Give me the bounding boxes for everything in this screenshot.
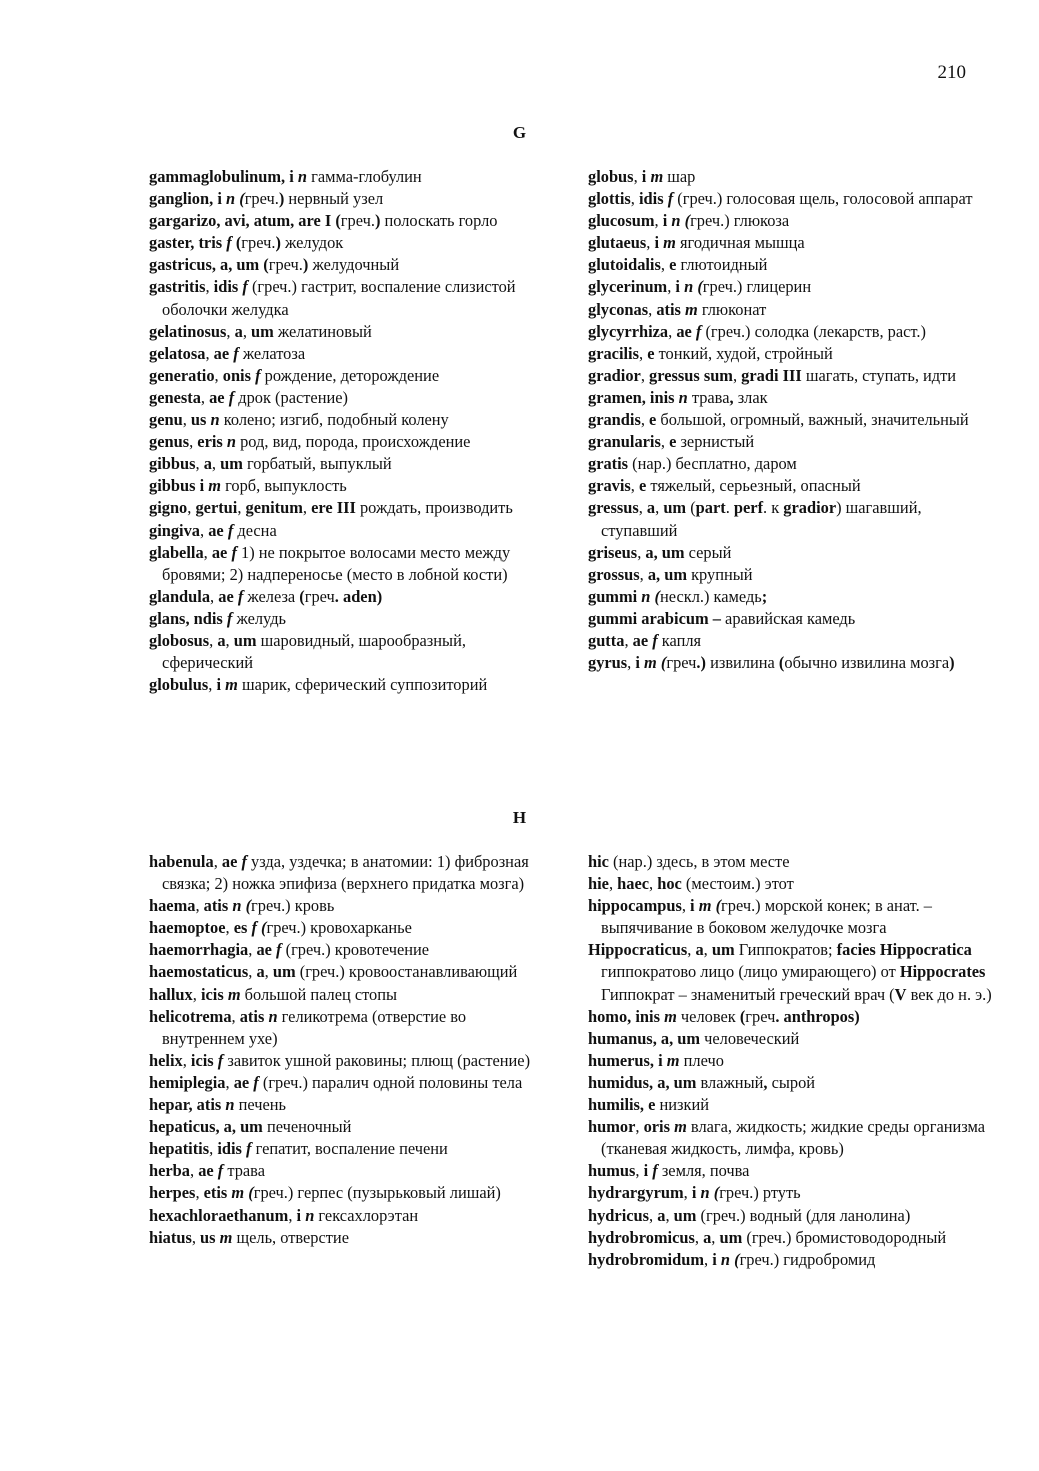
dictionary-entry: gargarizo, avi, atum, are I (греч.) полоскать горло (149, 211, 498, 231)
dictionary-entry: gigno, gertui, genitum, ere III рождать, производить (149, 498, 513, 518)
dictionary-entry: grandis, e большой, огромный, важный, значительный (588, 410, 969, 430)
dictionary-entry: glandula, ae f железа (греч. aden) (149, 586, 383, 606)
dictionary-entry: ganglion, i n (греч.) нервный узел (149, 189, 384, 209)
dictionary-entry: homo, inis m человек (греч. anthropos) (588, 1006, 860, 1026)
dictionary-entry: gratis (нар.) бесплатно, даром (588, 454, 797, 474)
dictionary-entry: humanus, a, um человеческий (588, 1028, 800, 1048)
dictionary-entry: gibbus, a, um горбатый, выпуклый (149, 454, 392, 474)
dictionary-entry: gramen, inis n трава, злак (588, 387, 768, 407)
dictionary-entry: gaster, tris f (греч.) желудок (149, 233, 344, 253)
dictionary-entry: haema, atis n (греч.) кровь (149, 896, 335, 916)
dictionary-entry: gibbus i m горб, выпуклость (149, 476, 347, 496)
section-h-right-column (588, 851, 998, 1271)
dictionary-entry: hepaticus, a, um печеночный (149, 1117, 352, 1137)
dictionary-entry: glutaeus, i m ягодичная мышца (588, 233, 805, 253)
dictionary-entry: hydricus, a, um (греч.) водный (для ланолина) (588, 1205, 911, 1225)
dictionary-entry: globosus, a, um шаровидный, шарообразный, сферический (149, 630, 466, 673)
dictionary-entry: glycerinum, i n (греч.) глицерин (588, 277, 812, 297)
page-number: 210 (937, 62, 966, 83)
dictionary-entry: gelatinosus, a, um желатиновый (149, 321, 372, 341)
dictionary-entry: Hippocraticus, a, um Гиппократов; facies Hippocratica гиппократово лицо (лицо умирающего) от Hippocrates Гиппократ – знаменитый греческий врач (V век до н. э.) (588, 940, 992, 1004)
dictionary-entry: glycyrrhiza, ae f (греч.) солодка (лекарств, раст.) (588, 321, 926, 341)
dictionary-entry: gradior, gressus sum, gradi III шагать, ступать, идти (588, 365, 957, 385)
dictionary-entry: hydrobromicus, a, um (греч.) бромистоводородный (588, 1227, 947, 1247)
section-g-left-column (149, 166, 549, 696)
dictionary-entry: haemostaticus, a, um (греч.) кровоостанавливающий (149, 962, 518, 982)
dictionary-entry: gammaglobulinum, i n гамма-глобулин (149, 167, 422, 186)
section-letter-h: H (512, 808, 527, 827)
dictionary-entry: globulus, i m шарик, сферический суппозиторий (149, 675, 488, 695)
dictionary-entry: globus, i m шар (588, 167, 696, 186)
dictionary-entry: humilis, e низкий (588, 1095, 710, 1115)
dictionary-entry: hallux, icis m большой палец стопы (149, 984, 398, 1004)
dictionary-entry: glottis, idis f (греч.) голосовая щель, голосовой аппарат (588, 189, 973, 209)
dictionary-entry: hic (нар.) здесь, в этом месте (588, 852, 790, 871)
dictionary-entry: hemiplegia, ae f (греч.) паралич одной половины тела (149, 1072, 523, 1092)
dictionary-entry: hiatus, us m щель, отверстие (149, 1227, 349, 1247)
dictionary-entry: hydrobromidum, i n (греч.) гидробромид (588, 1249, 876, 1269)
dictionary-entry: hexachloraethanum, i n гексахлорэтан (149, 1205, 419, 1225)
dictionary-entry: generatio, onis f рождение, деторождение (149, 365, 440, 385)
dictionary-entry: humus, i f земля, почва (588, 1161, 750, 1181)
dictionary-entry: humor, oris m влага, жидкость; жидкие среды организма (тканевая жидкость, лимфа, кровь) (588, 1117, 986, 1159)
dictionary-entry: gummi n (нескл.) камедь; (588, 586, 768, 606)
dictionary-entry: hippocampus, i m (греч.) морской конек; в анат. – выпячивание в боковом желудочке мозга (588, 896, 933, 938)
dictionary-entry: genus, eris n род, вид, порода, происхождение (149, 432, 471, 452)
dictionary-entry: glans, ndis f желудь (149, 608, 287, 628)
dictionary-entry: gastricus, a, um (греч.) желудочный (149, 255, 400, 275)
dictionary-entry: haemoptoe, es f (греч.) кровохарканье (149, 918, 412, 938)
dictionary-entry: gelatosa, ae f желатоза (149, 343, 306, 363)
dictionary-entry: gutta, ae f капля (588, 630, 702, 650)
dictionary-entry: gyrus, i m (греч.) извилина (обычно извилина мозга) (588, 653, 955, 673)
dictionary-entry: gressus, a, um (part. perf. к gradior) шагавший, ступавший (588, 498, 922, 540)
section-g-right-column (588, 166, 998, 674)
dictionary-entry: hepar, atis n печень (149, 1095, 287, 1115)
dictionary-entry: genesta, ae f дрок (растение) (149, 387, 348, 407)
dictionary-entry: hepatitis, idis f гепатит, воспаление печени (149, 1139, 448, 1159)
section-letter-g: G (512, 123, 527, 142)
dictionary-entry: griseus, a, um серый (588, 542, 732, 562)
dictionary-entry: gracilis, e тонкий, худой, стройный (588, 343, 833, 363)
dictionary-entry: humerus, i m плечо (588, 1050, 724, 1070)
section-h-left-column (149, 851, 549, 1249)
dictionary-entry: gingiva, ae f десна (149, 520, 277, 540)
dictionary-entry: hie, haec, hoc (местоим.) этот (588, 874, 794, 894)
dictionary-entry: gummi arabicum – аравийская камедь (588, 608, 856, 628)
dictionary-entry: grossus, a, um крупный (588, 564, 753, 584)
dictionary-entry: glucosum, i n (греч.) глюкоза (588, 211, 790, 231)
dictionary-entry: hydrargyrum, i n (греч.) ртуть (588, 1183, 801, 1203)
dictionary-entry: granularis, e зернистый (588, 432, 755, 452)
dictionary-entry: habenula, ae f узда, уздечка; в анатомии: 1) фиброзная связка; 2) ножка эпифиза (верхнего придатка мозга) (149, 852, 529, 894)
dictionary-entry: gravis, e тяжелый, серьезный, опасный (588, 476, 861, 496)
dictionary-entry: humidus, a, um влажный, сырой (588, 1072, 816, 1092)
dictionary-entry: genu, us n колено; изгиб, подобный колену (149, 410, 449, 430)
dictionary-entry: helicotrema, atis n геликотрема (отверстие во внутреннем ухе) (149, 1006, 467, 1048)
dictionary-entry: glyconas, atis m глюконат (588, 299, 767, 319)
dictionary-entry: herpes, etis m (греч.) герпес (пузырьковый лишай) (149, 1183, 501, 1203)
dictionary-entry: glabella, ae f 1) не покрытое волосами место между бровями; 2) надпереносье (место в лобной кости) (149, 542, 511, 584)
dictionary-entry: gastritis, idis f (греч.) гастрит, воспаление слизистой оболочки желудка (149, 277, 516, 319)
dictionary-entry: herba, ae f трава (149, 1161, 265, 1181)
dictionary-entry: haemorrhagia, ae f (греч.) кровотечение (149, 940, 430, 960)
dictionary-entry: helix, icis f завиток ушной раковины; плющ (растение) (149, 1050, 531, 1070)
dictionary-entry: glutoidalis, e глютоидный (588, 255, 768, 275)
